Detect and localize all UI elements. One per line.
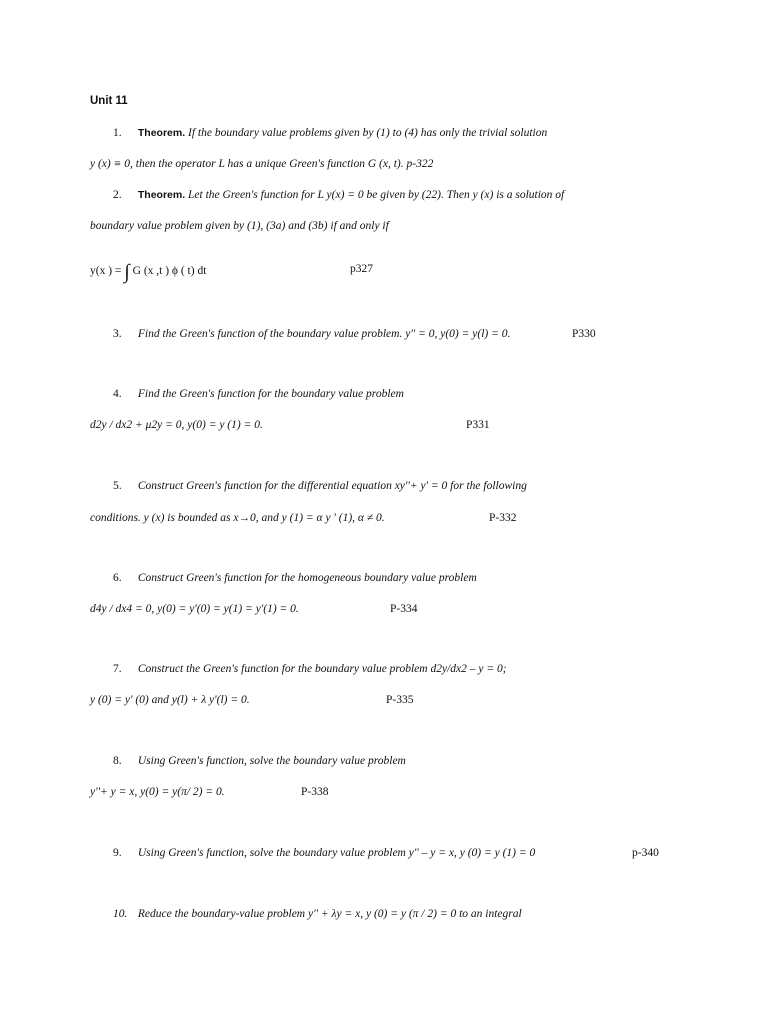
item-10-number: 10.: [113, 908, 128, 920]
item-8-number: 8.: [113, 755, 122, 767]
formula-rhs: G (x ,t ) ϕ ( t) dt: [132, 265, 207, 277]
item-8-page-ref: P-338: [301, 786, 329, 798]
item-6-number: 6.: [113, 572, 122, 584]
item-2-line1: [113, 189, 564, 201]
item-7-line2: y (0) = y' (0) and y(l) + λ y'(l) = 0.: [90, 694, 250, 706]
item-6-line2: d4y / dx4 = 0, y(0) = y'(0) = y(1) = y'(1) = 0.: [90, 603, 299, 615]
item-5-number: 5.: [113, 480, 122, 492]
item-8-text: Using Green's function, solve the boundary value problem: [137, 755, 406, 767]
item-1-line1: [113, 127, 547, 139]
item-6-page-ref: P-334: [390, 603, 418, 615]
item-10-text: Reduce the boundary-value problem y'' + λy = x, y (0) = y (π / 2) = 0 to an integral: [137, 908, 522, 920]
item-2-text: Let the Green's function for L y(x) = 0 be given by (22). Then y (x) is a solution of: [188, 189, 565, 201]
item-7-text: Construct the Green's function for the boundary value problem d2y/dx2 – y = 0;: [137, 663, 507, 675]
item-6-text: Construct Green's function for the homogeneous boundary value problem: [137, 572, 477, 584]
item-1-number: 1.: [113, 127, 122, 139]
item-4-number: 4.: [113, 388, 122, 400]
unit-title: Unit 11: [90, 95, 128, 107]
item-5-line2: conditions. y (x) is bounded as x→0, and y (1) = α y ' (1), α ≠ 0.: [90, 512, 385, 524]
item-9-page-ref: p-340: [632, 847, 659, 859]
item-2-formula: [90, 261, 206, 284]
item-9-text: Using Green's function, solve the boundary value problem y'' – y = x, y (0) = y (1) = 0: [137, 847, 536, 859]
item-5-line1: [113, 480, 527, 492]
item-5-text: Construct Green's function for the differential equation xy''+ y' = 0 for the following: [137, 480, 527, 492]
item-2-page-ref: p327: [350, 263, 373, 275]
item-10-line1: [113, 908, 522, 920]
item-9-line1: [113, 847, 535, 859]
item-4-line2: d2y / dx2 + μ2y = 0, y(0) = y (1) = 0.: [90, 419, 263, 431]
item-5-page-ref: P-332: [489, 512, 517, 524]
item-8-line2: y''+ y = x, y(0) = y(π/ 2) = 0.: [90, 786, 225, 798]
item-2-keyword: Theorem.: [137, 189, 186, 201]
item-6-line1: [113, 572, 477, 584]
item-4-line1: [113, 388, 404, 400]
item-1-keyword: Theorem.: [137, 127, 186, 139]
item-4-text: Find the Green's function for the boundary value problem: [137, 388, 404, 400]
item-7-number: 7.: [113, 663, 122, 675]
formula-lhs: y(x ) =: [90, 265, 122, 277]
item-1-text: If the boundary value problems given by (1) to (4) has only the trivial solution: [188, 127, 548, 139]
item-7-line1: [113, 663, 507, 675]
item-7-page-ref: P-335: [386, 694, 414, 706]
item-3-number: 3.: [113, 328, 122, 340]
item-2-number: 2.: [113, 189, 122, 201]
integral-symbol: ∫: [124, 261, 130, 283]
item-2-line2: boundary value problem given by (1), (3a) and (3b) if and only if: [90, 220, 389, 232]
item-3-line1: [113, 328, 510, 340]
item-4-page-ref: P331: [466, 419, 490, 431]
item-3-text: Find the Green's function of the boundary value problem. y'' = 0, y(0) = y(l) = 0.: [137, 328, 511, 340]
item-1-line2: y (x) ≡ 0, then the operator L has a unique Green's function G (x, t). p-322: [90, 158, 434, 170]
item-3-page-ref: P330: [572, 328, 596, 340]
item-9-number: 9.: [113, 847, 122, 859]
item-8-line1: [113, 755, 406, 767]
